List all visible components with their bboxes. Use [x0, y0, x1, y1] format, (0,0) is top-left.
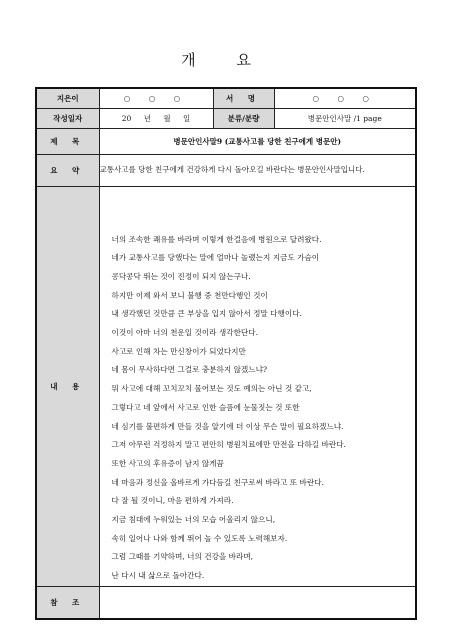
- content-body: [99, 186, 416, 586]
- content-line: 너의 조속한 쾌유를 바라며 이렇게 한걸음에 병원으로 달려왔다.: [111, 234, 322, 244]
- content-line: 사고로 인해 차는 만신창이가 되었다지만: [111, 346, 246, 356]
- category-label: 분류/분량: [213, 108, 274, 128]
- content-line: 하지만 이제 와서 보니 불행 중 천만다행인 것이: [111, 290, 268, 300]
- date-value: 20 년 월 일: [99, 108, 213, 128]
- signature-label: 서 명: [213, 88, 274, 108]
- content-line: 그렇다고 네 앞에서 사고로 인한 슬픔에 눈물짓는 것 또한: [111, 402, 300, 412]
- content-line: 내 생각했던 것만큼 큰 부상을 입지 않아서 정말 다행이다.: [111, 309, 302, 319]
- signature-value: ○ ○ ○: [274, 88, 416, 108]
- content-line: 다 잘 될 것이니, 마음 편하게 가져라.: [111, 496, 234, 506]
- content-line: 난 다시 내 삶으로 돌아간다.: [111, 571, 205, 581]
- reference-value: [99, 586, 416, 619]
- content-line: 속히 일어나 나와 함께 뛰어 놀 수 있도록 노력해보자.: [111, 533, 288, 543]
- subject-label: 제 목: [36, 128, 99, 154]
- author-label: 지은이: [36, 88, 99, 108]
- page-title: 개 요: [181, 51, 269, 69]
- author-value: ○ ○ ○: [99, 88, 213, 108]
- reference-label: 참 조: [36, 586, 99, 619]
- category-value: 병문안인사말 /1 page: [274, 108, 416, 128]
- summary-label: 요 약: [36, 154, 99, 186]
- content-line: 콩닥콩닥 뛰는 것이 진정이 되지 않는구나.: [111, 271, 251, 281]
- content-line: 이것이 아마 너의 천운일 것이라 생각한단다.: [111, 328, 259, 338]
- content-line: 그저 아무런 걱정하지 말고 편안히 병원치료에만 만전을 다하길 바란다.: [111, 440, 346, 450]
- subject-value: 병문안인사말9 (교통사고를 당한 친구에게 병문안): [99, 128, 416, 154]
- content-line: 그럼 그때를 기약하며, 너의 건강을 바라며,: [111, 552, 254, 562]
- content-lines: [112, 231, 408, 586]
- date-label: 작성일자: [36, 108, 99, 128]
- content-line: 네가 교통사고를 당했다는 말에 얼마나 놀랬는지 지금도 가슴이: [111, 253, 320, 263]
- content-line: 네 몸이 무사하다면 그걸로 충분하지 않겠느냐?: [111, 365, 268, 375]
- summary-value: 교통사고를 당한 친구에게 건강하게 다시 돌아오길 바란다는 병문안인사말입니다.: [99, 154, 416, 186]
- content-line: 네 마음과 정신을 올바르게 가다듬길 친구로써 바라고 또 바란다.: [111, 477, 324, 487]
- content-line: 지금 침대에 누워있는 너의 모습 어울리지 않으니,: [111, 515, 276, 525]
- content-line: 네 심기를 불편하게 만들 것을 알기에 더 이상 무슨 말이 필요하겠느냐.: [111, 421, 344, 431]
- summary-table: [35, 87, 417, 620]
- content-label: 내 용: [36, 186, 99, 586]
- content-line: 또한 사고의 후유증이 남지 않게끔: [111, 458, 224, 468]
- content-line: 뭐 사고에 대해 꼬치꼬치 물어보는 것도 예의는 아닌 것 같고,: [111, 384, 312, 394]
